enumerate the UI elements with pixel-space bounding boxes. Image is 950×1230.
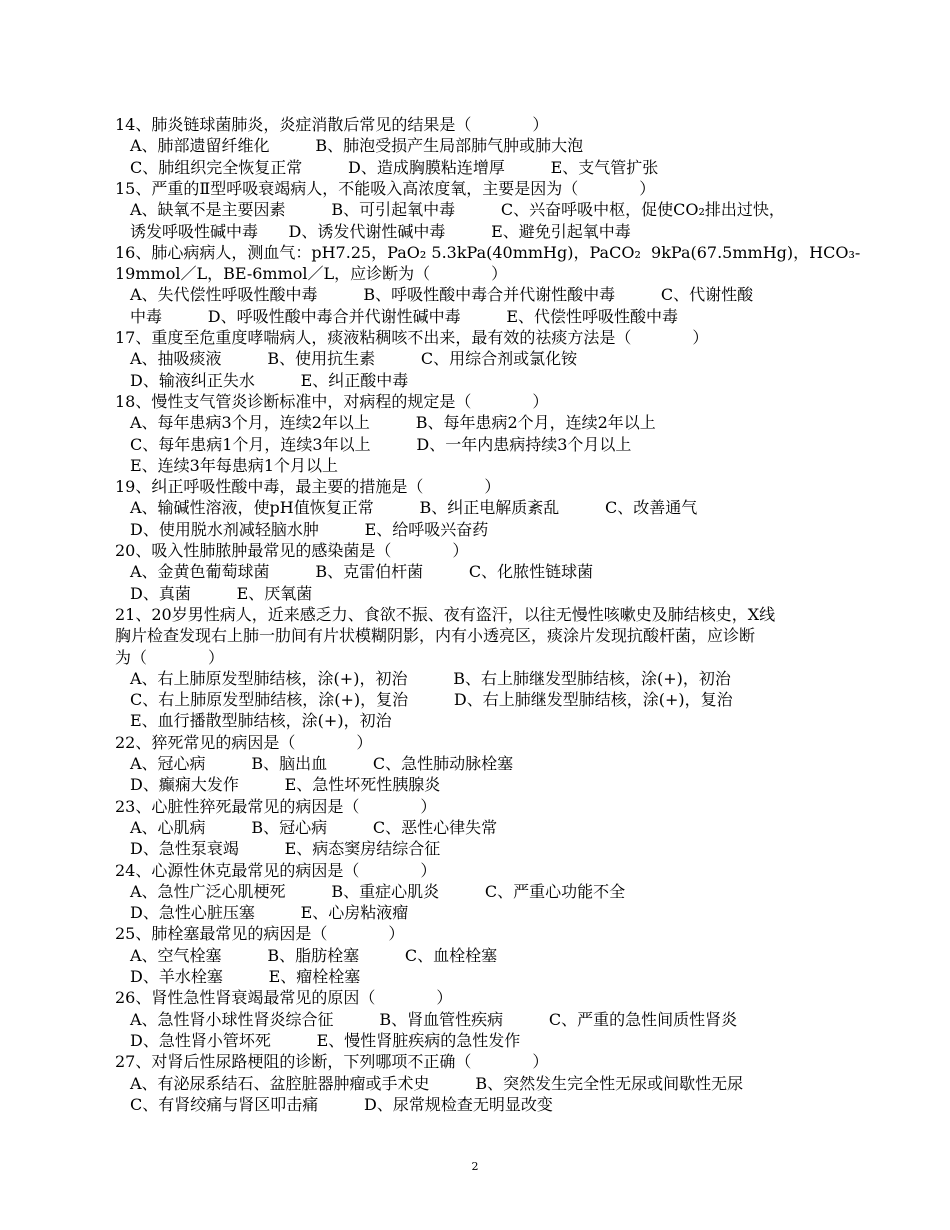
answer-options-line: A、急性肾小球性肾炎综合征 B、肾血管性疾病 C、严重的急性间质性肾炎 [130,1009,738,1029]
question-text-line: 19mmol／L，BE-6mmol／L，应诊断为（ ） [115,264,508,284]
answer-options-line: A、抽吸痰液 B、使用抗生素 C、用综合剂或氯化铵 [130,349,578,369]
answer-options-line: A、输碱性溶液，使pH值恢复正常 B、纠正电解质紊乱 C、改善通气 [130,498,698,518]
answer-options-line: A、急性广泛心肌梗死 B、重症心肌炎 C、严重心功能不全 [130,881,626,901]
answer-options-line: C、每年患病1个月，连续3年以上 D、一年内患病持续3个月以上 [130,434,632,454]
answer-options-line: D、羊水栓塞 E、瘤栓栓塞 [130,967,361,986]
answer-options-line: D、真菌 E、厌氧菌 [130,583,313,603]
answer-options-line: D、急性肾小管坏死 E、慢性肾脏疾病的急性发作 [130,1030,521,1050]
answer-options-line: A、金黄色葡萄球菌 B、克雷伯杆菌 C、化脓性链球菌 [130,562,594,582]
question-text-line: 26、肾性急性肾衰竭最常见的原因（ ） [115,988,453,1008]
question-text-line: 16、肺心病病人，测血气：pH7.25，PaO₂ 5.3kPa(40mmHg)，PaCO₂ 9kPa(67.5mmHg)，HCO₃- [115,242,861,262]
answer-options-line: A、缺氧不是主要因素 B、可引起氧中毒 C、兴奋呼吸中枢，促使CO₂排出过快， [130,200,785,220]
question-text-line: 19、纠正呼吸性酸中毒，最主要的措施是（ ） [115,477,501,497]
question-text-line: 25、肺栓塞最常见的病因是（ ） [115,924,405,944]
question-text-line: 22、猝死常见的病因是（ ） [115,732,373,752]
answer-options-line: C、肺组织完全恢复正常 D、造成胸膜粘连增厚 E、支气管扩张 [130,157,659,177]
answer-options-line: A、每年患病3个月，连续2年以上 B、每年患病2个月，连续2年以上 [130,413,656,433]
answer-options-line: D、输液纠正失水 E、纠正酸中毒 [130,370,409,390]
answer-options-line: D、急性心脏压塞 E、心房粘液瘤 [130,903,409,923]
question-text-line: 24、心源性休克最常见的病因是（ ） [115,860,437,880]
answer-options-line: 诱发呼吸性碱中毒 D、诱发代谢性碱中毒 E、避免引起氧中毒 [130,221,631,241]
question-text-line: 14、肺炎链球菌肺炎，炎症消散后常见的结果是（ ） [115,115,549,134]
question-text-line: 18、慢性支气管炎诊断标准中，对病程的规定是（ ） [115,391,549,411]
answer-options-line: C、右上肺原发型肺结核，涂(+)，复治 D、右上肺继发型肺结核，涂(+)，复治 [130,690,733,710]
answer-options-line: D、癫痫大发作 E、急性坏死性胰腺炎 [130,775,441,795]
answer-options-line: A、冠心病 B、脑出血 C、急性肺动脉栓塞 [130,754,514,773]
question-text-line: 17、重度至危重度哮喘病人，痰液粘稠咳不出来，最有效的祛痰方法是（ ） [115,328,709,347]
answer-options-line: C、有肾绞痛与肾区叩击痛 D、尿常规检查无明显改变 [130,1094,553,1114]
question-text-line: 胸片检查发现右上肺一肋间有片状模糊阴影，内有小透亮区，痰涂片发现抗酸杆菌，应诊断 [115,626,756,646]
question-text-line: 为（ ） [115,647,225,667]
answer-options-line: E、血行播散型肺结核，涂(+)，初治 [130,711,392,731]
answer-options-line: 中毒 D、呼吸性酸中毒合并代谢性碱中毒 E、代偿性呼吸性酸中毒 [130,306,679,326]
question-text-line: 20、吸入性肺脓肿最常见的感染菌是（ ） [115,541,469,560]
question-text-line: 21、20岁男性病人，近来感乏力、食欲不振、夜有盗汗，以往无慢性咳嗽史及肺结核史，X线 [115,604,776,624]
question-text-line: 15、严重的Ⅱ型呼吸衰竭病人，不能吸入高浓度氧，主要是因为（ ） [115,178,656,198]
answer-options-line: D、急性泵衰竭 E、病态窦房结综合征 [130,839,441,859]
answer-options-line: A、肺部遗留纤维化 B、肺泡受损产生局部肺气肿或肺大泡 [130,136,584,156]
answer-options-line: A、空气栓塞 B、脂肪栓塞 C、血栓栓塞 [130,945,498,965]
answer-options-line: A、心肌病 B、冠心病 C、恶性心律失常 [130,817,498,837]
answer-options-line: A、有泌尿系结石、盆腔脏器肿瘤或手术史 B、突然发生完全性无尿或间歇性无尿 [130,1073,744,1093]
answer-options-line: A、右上肺原发型肺结核，涂(+)，初治 B、右上肺继发型肺结核，涂(+)，初治 [130,668,731,688]
answer-options-line: D、使用脱水剂减轻脑水肿 E、给呼吸兴奋药 [130,519,489,539]
answer-options-line: A、失代偿性呼吸性酸中毒 B、呼吸性酸中毒合并代谢性酸中毒 C、代谢性酸 [130,285,754,305]
answer-options-line: E、连续3年每患病1个月以上 [130,455,339,475]
question-text-line: 23、心脏性猝死最常见的病因是（ ） [115,796,437,816]
page-number: 2 [471,1160,479,1173]
question-text-line: 27、对肾后性尿路梗阻的诊断，下列哪项不正确（ ） [115,1052,549,1072]
